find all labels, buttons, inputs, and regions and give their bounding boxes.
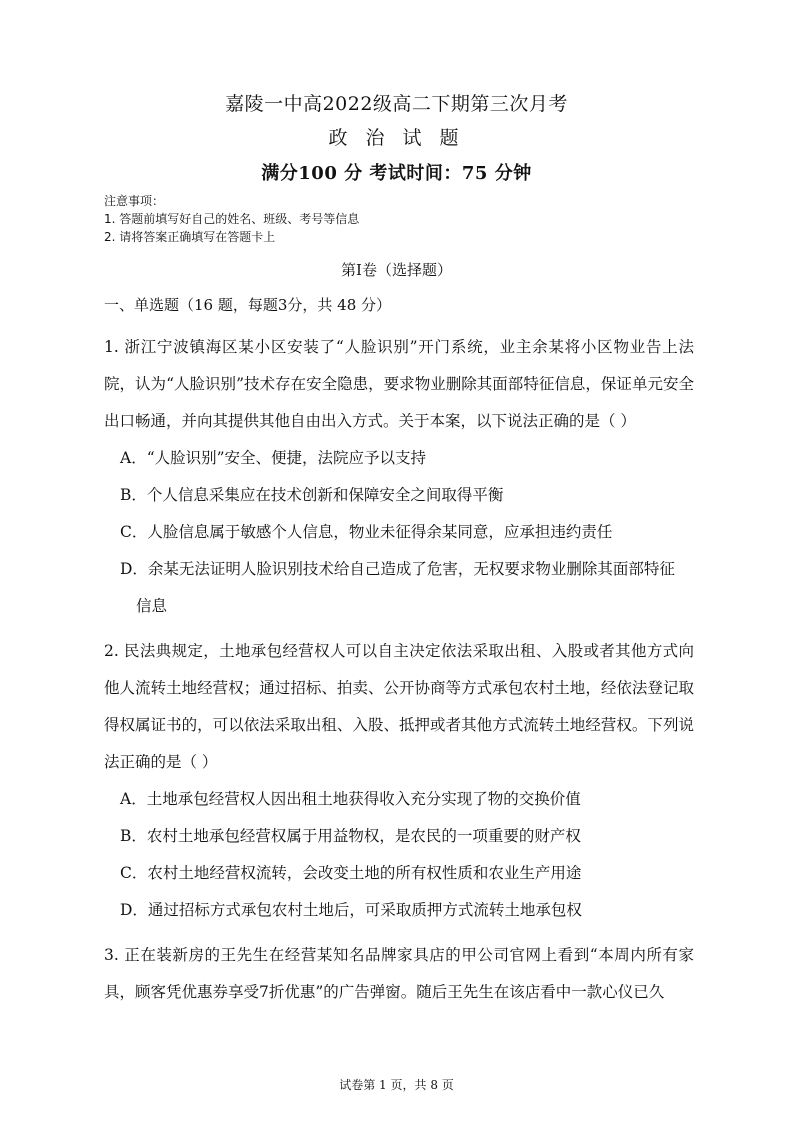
question-3 bbox=[104, 937, 694, 1011]
option-a: A．土地承包经营权人因出租土地获得收入充分实现了物的交换价值 bbox=[120, 790, 581, 808]
option-b: B．个人信息采集应在技术创新和保障安全之间取得平衡 bbox=[120, 486, 504, 504]
option-d-continuation: 信息 bbox=[136, 597, 168, 615]
notes-item: 2. 请将答案正确填写在答题卡上 bbox=[104, 230, 276, 244]
section-title: 第I卷（选择题） bbox=[341, 261, 452, 279]
exam-meta: 满分100 分 考试时间：75 分钟 bbox=[261, 163, 532, 184]
option-c: C．人脸信息属于敏感个人信息，物业未征得余某同意，应承担违约责任 bbox=[120, 523, 613, 541]
question-1 bbox=[104, 329, 694, 625]
notes-item: 1. 答题前填写好自己的姓名、班级、考号等信息 bbox=[104, 212, 360, 226]
option-b: B．农村土地承包经营权属于用益物权，是农民的一项重要的财产权 bbox=[120, 827, 581, 845]
notes-heading: 注意事项： bbox=[104, 194, 165, 208]
option-c: C．农村土地经营权流转，会改变土地的所有权性质和农业生产用途 bbox=[120, 864, 582, 882]
option-d: D．通过招标方式承包农村土地后，可采取质押方式流转土地承包权 bbox=[120, 901, 582, 919]
page-footer: 试卷第 1 页，共 8 页 bbox=[339, 1078, 454, 1092]
notes-block bbox=[104, 192, 704, 246]
exam-title: 嘉陵一中高2022级高二下期第三次月考 bbox=[225, 93, 568, 115]
option-d bbox=[104, 551, 694, 625]
part-title: 一、单选题（16 题，每题3分，共 48 分） bbox=[104, 296, 392, 314]
question-stem: 2. 民法典规定，土地承包经营权人可以自主决定依法采取出租、入股或者其他方式向他人流转土地经营权；通过招标、拍卖、公开协商等方式承包农村土地，经依法登记取得权属证书的，可以依法采取出租、入股、抵押或者其他方式流转土地经营权。下列说法正确的是（ ） bbox=[104, 642, 694, 771]
question-2 bbox=[104, 633, 694, 929]
option-d-text: D．余某无法证明人脸识别技术给自己造成了危害，无权要求物业删除其面部特征 bbox=[120, 560, 675, 578]
question-stem: 1. 浙江宁波镇海区某小区安装了“人脸识别”开门系统，业主余某将小区物业告上法院，认为“人脸识别”技术存在安全隐患，要求物业删除其面部特征信息，保证单元安全出口畅通，并向其提供其他自由出入方式。关于本案，以下说法正确的是（ ） bbox=[104, 338, 694, 430]
option-a: A．“人脸识别”安全、便捷，法院应予以支持 bbox=[120, 449, 427, 467]
subject-title: 政 治 试 题 bbox=[328, 127, 465, 149]
question-stem: 3. 正在装新房的王先生在经营某知名品牌家具店的甲公司官网上看到“本周内所有家具，顾客凭优惠券享受7折优惠”的广告弹窗。随后王先生在该店看中一款心仪已久 bbox=[104, 946, 694, 1001]
